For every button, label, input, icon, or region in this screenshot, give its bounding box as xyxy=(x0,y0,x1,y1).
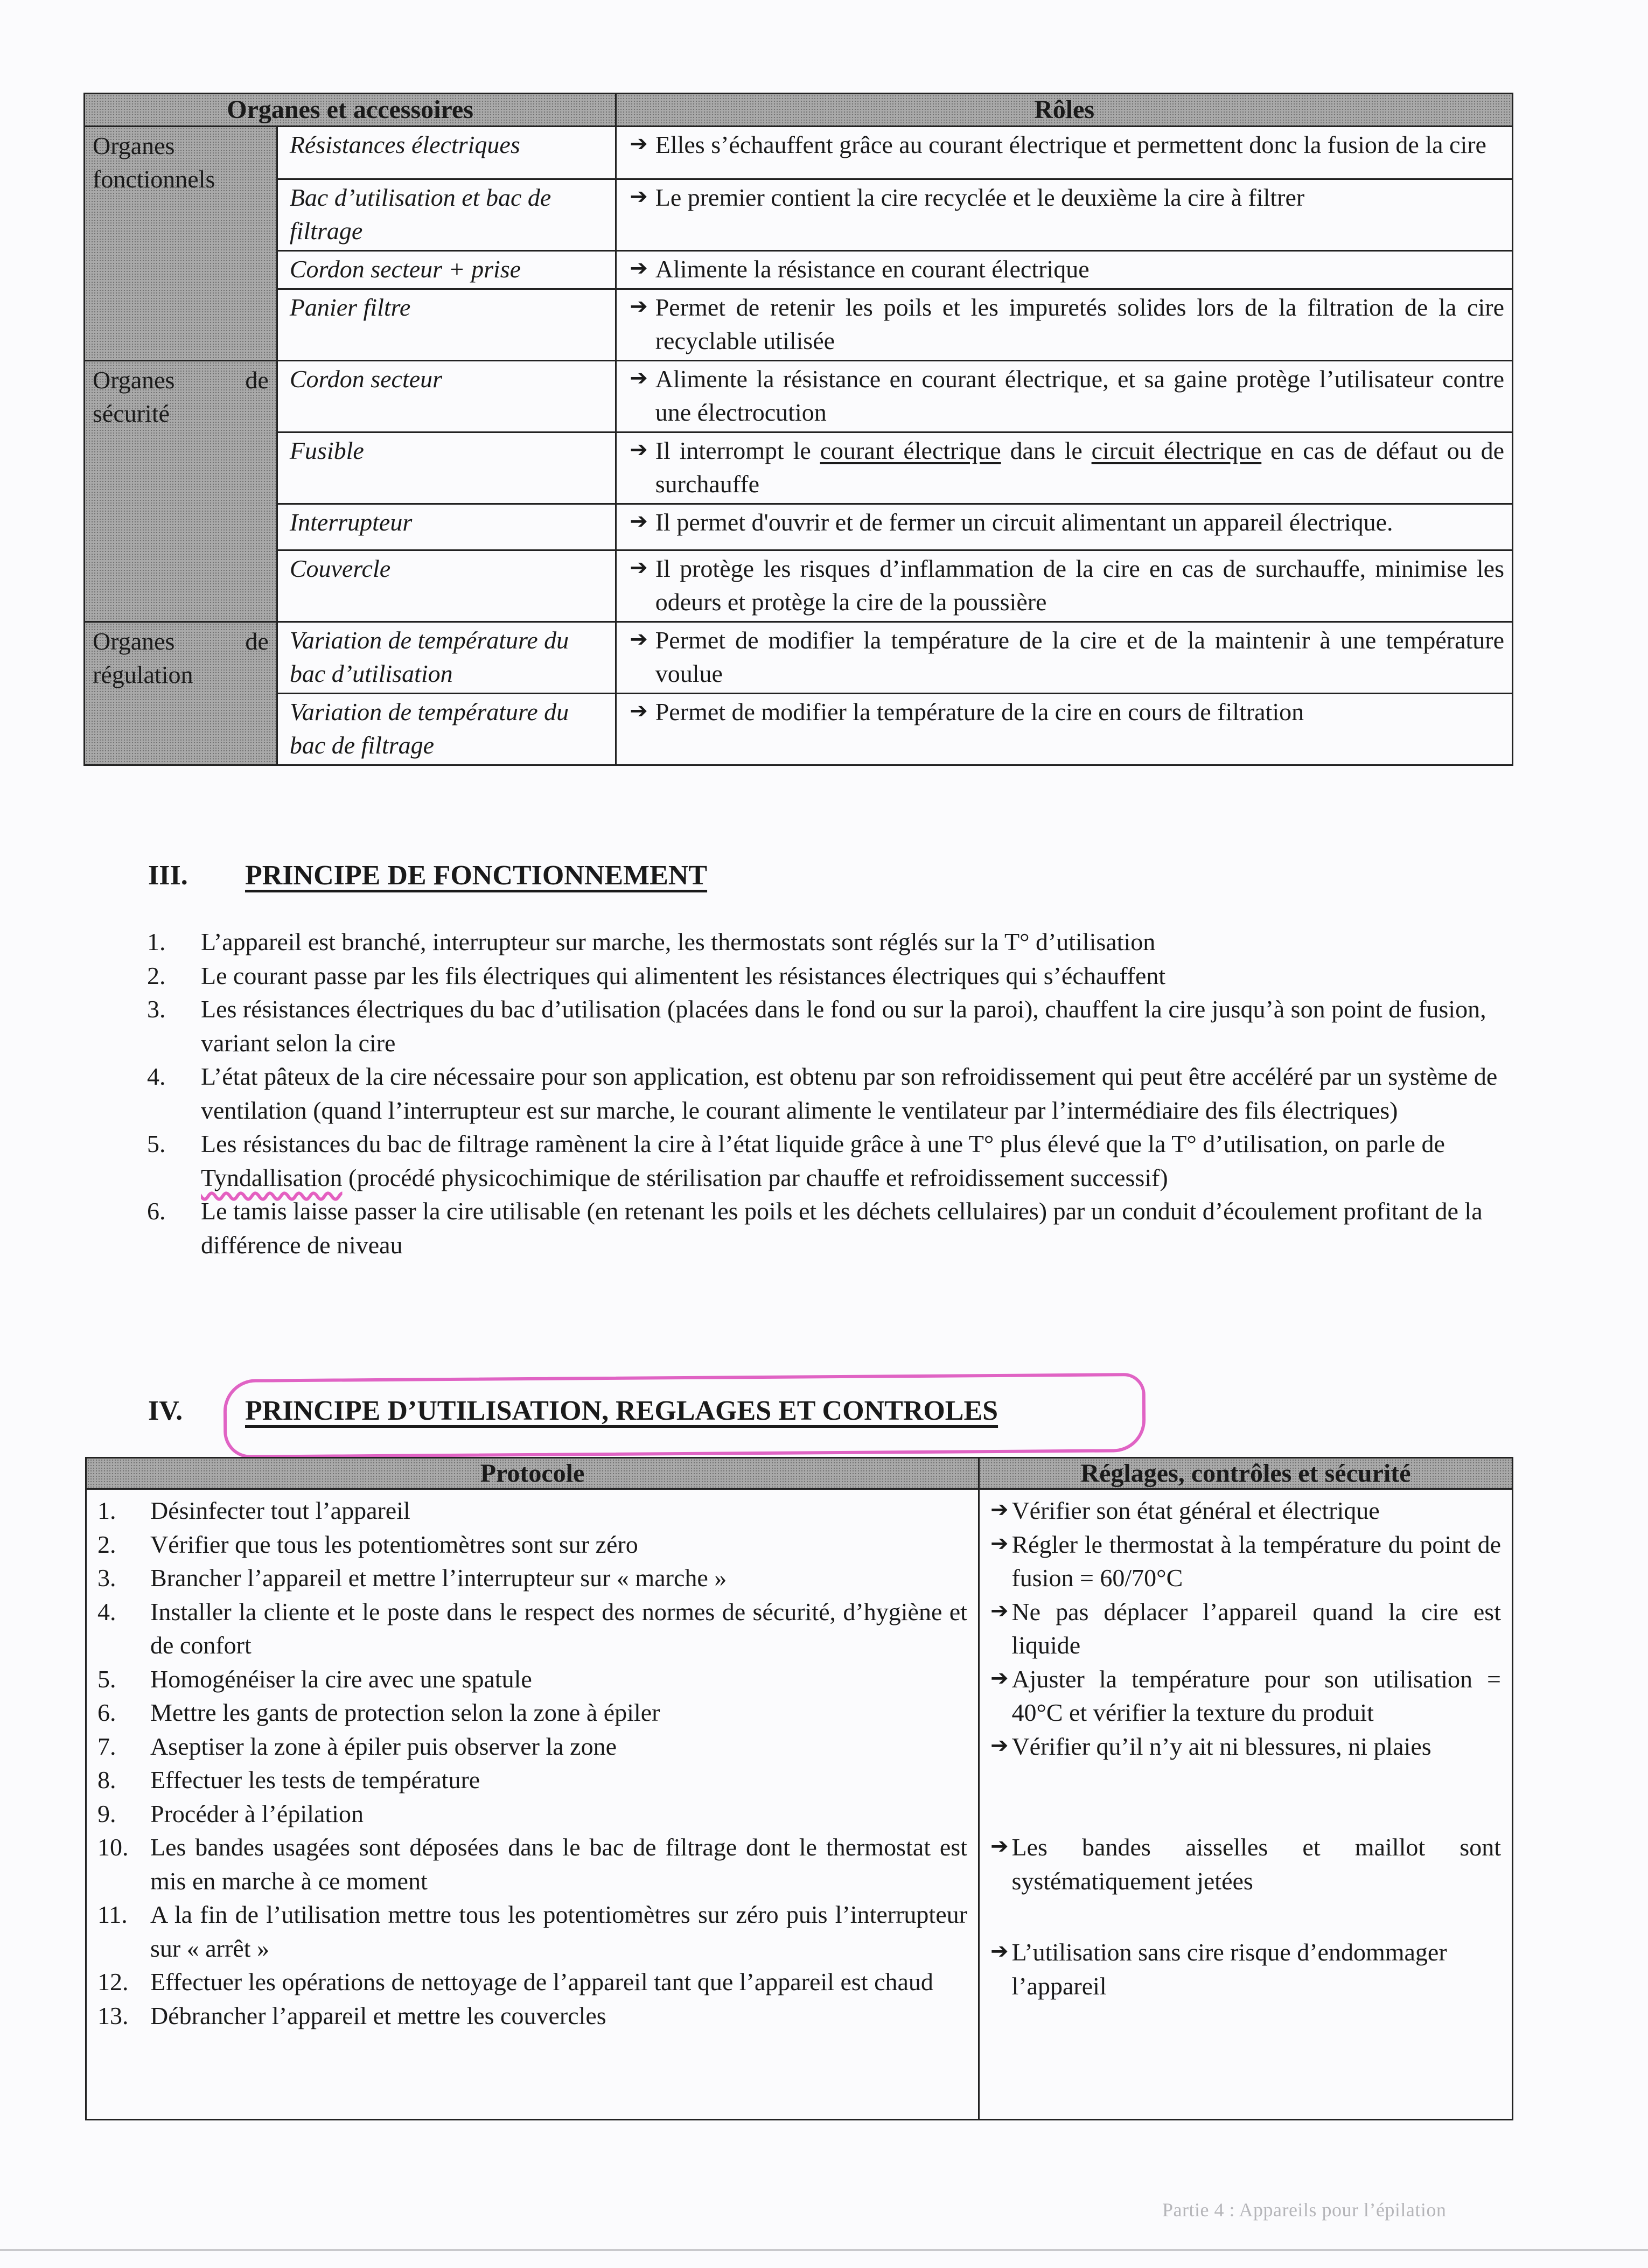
role-cell xyxy=(616,289,1513,361)
control-item xyxy=(990,1494,1501,1528)
role-text: Il protège les risques d’inflammation de la cire en cas de surchauffe, minimise les odeurs et protège la cire de la poussière xyxy=(655,555,1504,616)
step-number: 3. xyxy=(97,1564,116,1592)
role-cell xyxy=(616,361,1513,432)
protocol-step xyxy=(97,1494,967,1528)
category-regulation xyxy=(85,622,277,765)
control-item xyxy=(990,1663,1501,1730)
list-item xyxy=(143,959,1511,993)
item-number: 2. xyxy=(147,961,166,989)
section-title: PRINCIPE D’UTILISATION, REGLAGES ET CONTROLES xyxy=(245,1395,998,1426)
control-item xyxy=(990,1936,1501,2003)
organ-cell: Cordon secteur xyxy=(277,361,616,432)
control-text: Vérifier son état général et électrique xyxy=(1011,1497,1380,1524)
role-text: Il permet d'ouvrir et de fermer un circuit alimentant un appareil électrique. xyxy=(655,508,1393,536)
step-number: 13. xyxy=(97,2001,129,2029)
role-cell xyxy=(616,550,1513,622)
protocol-cell xyxy=(86,1489,979,2120)
item-text: Le courant passe par les fils électriques qui alimentent les résistances électriques qui s’échauffent xyxy=(201,961,1166,989)
header-controls: Réglages, contrôles et sécurité xyxy=(979,1458,1512,1489)
step-text: Brancher l’appareil et mettre l’interrupteur sur « marche » xyxy=(150,1564,727,1592)
list-item xyxy=(143,993,1511,1060)
role-text: Elles s’échauffent grâce au courant électrique et permettent donc la fusion de la cire xyxy=(655,131,1486,158)
text-fragment: Les résistances du bac de filtrage ramènent la cire à l’état liquide grâce à une T° plus élevé que la T° d’utilisation, on parle de xyxy=(201,1130,1445,1157)
protocol-step xyxy=(97,1965,967,1999)
organ-cell: Bac d’utilisation et bac de filtrage xyxy=(277,179,616,251)
step-text: Débrancher l’appareil et mettre les couvercles xyxy=(150,2001,606,2029)
step-number: 5. xyxy=(97,1665,116,1693)
category-line: Organes xyxy=(93,132,175,159)
header-roles: Rôles xyxy=(616,94,1513,127)
organ-cell: Variation de température du bac d’utilisation xyxy=(277,622,616,694)
protocol-step xyxy=(97,1999,967,2033)
control-item xyxy=(990,1831,1501,1898)
arrow-right-icon: ➔ xyxy=(630,294,648,319)
step-number: 6. xyxy=(97,1699,116,1726)
arrow-right-icon: ➔ xyxy=(990,1733,1009,1758)
arrow-right-icon: ➔ xyxy=(630,699,648,723)
protocol-step xyxy=(97,1797,967,1831)
role-cell xyxy=(616,504,1513,550)
control-text: Vérifier qu’il n’y ait ni blessures, ni plaies xyxy=(1011,1732,1431,1760)
role-cell xyxy=(616,251,1513,289)
role-text: Permet de retenir les poils et les impuretés solides lors de la filtration de la cire recyclable utilisée xyxy=(655,294,1504,354)
highlighted-term: Tyndallisation xyxy=(201,1163,343,1191)
role-text xyxy=(655,434,1504,501)
text-fragment: dans le xyxy=(1001,437,1092,464)
protocol-step xyxy=(97,1561,967,1595)
page-bottom-divider xyxy=(0,2249,1648,2251)
step-text: Vérifier que tous les potentiomètres sont sur zéro xyxy=(150,1530,638,1558)
operation-principle-list xyxy=(143,925,1511,1262)
control-text: L’utilisation sans cire risque d’endommager l’appareil xyxy=(1011,1938,1447,2000)
arrow-right-icon: ➔ xyxy=(990,1497,1009,1522)
step-number: 1. xyxy=(97,1497,116,1524)
step-number: 7. xyxy=(97,1732,116,1760)
item-number: 6. xyxy=(147,1197,166,1225)
item-text: L’appareil est branché, interrupteur sur marche, les thermostats sont réglés sur la T° d’utilisation xyxy=(201,928,1156,955)
step-text: Effectuer les tests de température xyxy=(150,1766,480,1794)
step-number: 9. xyxy=(97,1799,116,1827)
protocol-table xyxy=(85,1457,1513,2120)
list-item xyxy=(143,1195,1511,1262)
role-cell xyxy=(616,432,1513,504)
step-number: 11. xyxy=(97,1901,128,1928)
item-number: 5. xyxy=(147,1130,166,1157)
category-line: régulation xyxy=(93,661,193,688)
arrow-right-icon: ➔ xyxy=(990,1834,1009,1859)
protocol-list xyxy=(97,1494,967,2033)
role-text: Permet de modifier la température de la cire et de la maintenir à une température voulue xyxy=(655,626,1504,687)
arrow-right-icon: ➔ xyxy=(990,1665,1009,1691)
text-fragment: (procédé physicochimique de stérilisation par chauffe et refroidissement successif) xyxy=(342,1163,1168,1191)
step-text: Installer la cliente et le poste dans le respect des normes de sécurité, d’hygiène et de confort xyxy=(150,1597,967,1659)
category-line: Organes de xyxy=(93,366,269,394)
control-text: Régler le thermostat à la température du point de fusion = 60/70°C xyxy=(1011,1530,1501,1592)
step-number: 8. xyxy=(97,1766,116,1794)
arrow-right-icon: ➔ xyxy=(990,1598,1009,1623)
step-text: Mettre les gants de protection selon la zone à épiler xyxy=(150,1699,660,1726)
organ-cell: Cordon secteur + prise xyxy=(277,251,616,289)
controls-cell xyxy=(979,1489,1512,2120)
arrow-right-icon: ➔ xyxy=(630,555,648,580)
protocol-step xyxy=(97,1663,967,1697)
text-fragment: Il interrompt le xyxy=(655,437,820,464)
header-protocol: Protocole xyxy=(86,1458,979,1489)
category-line: sécurité xyxy=(93,400,170,427)
step-text: Homogénéiser la cire avec une spatule xyxy=(150,1665,532,1693)
step-text: Aseptiser la zone à épiler puis observer la zone xyxy=(150,1732,617,1760)
item-number: 4. xyxy=(147,1063,166,1090)
header-organs: Organes et accessoires xyxy=(85,94,616,127)
role-text: Permet de modifier la température de la cire en cours de filtration xyxy=(655,698,1304,725)
section-title: PRINCIPE DE FONCTIONNEMENT xyxy=(245,860,708,891)
section-number: IV. xyxy=(148,1395,183,1426)
category-line: Organes de xyxy=(93,627,269,655)
section-heading-3 xyxy=(148,860,707,892)
role-text: Le premier contient la cire recyclée et le deuxième la cire à filtrer xyxy=(655,184,1305,211)
protocol-step xyxy=(97,1898,967,1965)
control-item xyxy=(990,1730,1501,1764)
arrow-right-icon: ➔ xyxy=(630,184,648,209)
protocol-step xyxy=(97,1730,967,1764)
category-line: fonctionnels xyxy=(93,165,215,193)
role-cell xyxy=(616,127,1513,179)
arrow-right-icon: ➔ xyxy=(630,437,648,462)
item-number: 3. xyxy=(147,995,166,1023)
organ-cell: Couvercle xyxy=(277,550,616,622)
control-text: Les bandes aisselles et maillot sont systématiquement jetées xyxy=(1011,1833,1501,1895)
role-cell xyxy=(616,694,1513,765)
item-text: Le tamis laisse passer la cire utilisable (en retenant les poils et les déchets cellulaires) par un conduit d’écoulement profitant de la différence de niveau xyxy=(201,1197,1483,1259)
list-item xyxy=(143,1127,1511,1195)
list-item xyxy=(143,1060,1511,1127)
role-text: Alimente la résistance en courant électrique xyxy=(655,255,1090,283)
organ-cell: Résistances électriques xyxy=(277,127,616,179)
item-text xyxy=(201,1127,1511,1195)
protocol-step xyxy=(97,1831,967,1898)
underlined-term: courant électrique xyxy=(820,437,1001,464)
protocol-step xyxy=(97,1595,967,1663)
control-item xyxy=(990,1595,1501,1663)
protocol-step xyxy=(97,1763,967,1797)
organ-cell: Fusible xyxy=(277,432,616,504)
item-number: 1. xyxy=(147,928,166,955)
section-heading-4 xyxy=(148,1395,998,1427)
step-text: Procéder à l’épilation xyxy=(150,1799,364,1827)
item-text: Les résistances électriques du bac d’utilisation (placées dans le fond ou sur la paroi), chauffent la cire jusqu’à son point de fusion, variant selon la cire xyxy=(201,995,1486,1057)
organ-cell: Variation de température du bac de filtrage xyxy=(277,694,616,765)
underlined-term: circuit électrique xyxy=(1091,437,1262,464)
list-item xyxy=(143,925,1511,959)
category-safety xyxy=(85,361,277,622)
organ-cell: Interrupteur xyxy=(277,504,616,550)
step-number: 12. xyxy=(97,1968,129,1995)
step-text: A la fin de l’utilisation mettre tous les potentiomètres sur zéro puis l’interrupteur sur « arrêt » xyxy=(150,1901,967,1962)
control-text: Ne pas déplacer l’appareil quand la cire est liquide xyxy=(1011,1597,1501,1659)
step-number: 4. xyxy=(97,1597,116,1625)
control-text: Ajuster la température pour son utilisation = 40°C et vérifier la texture du produit xyxy=(1011,1665,1501,1726)
control-item xyxy=(990,1528,1501,1595)
arrow-right-icon: ➔ xyxy=(990,1531,1009,1556)
arrow-right-icon: ➔ xyxy=(990,1939,1009,1964)
arrow-right-icon: ➔ xyxy=(630,256,648,281)
role-cell xyxy=(616,622,1513,694)
arrow-right-icon: ➔ xyxy=(630,627,648,652)
section-number: III. xyxy=(148,860,188,891)
text-fragment: en cas de défaut ou de surchauffe xyxy=(655,437,1504,498)
protocol-step xyxy=(97,1696,967,1730)
step-number: 10. xyxy=(97,1833,129,1861)
organ-cell: Panier filtre xyxy=(277,289,616,361)
role-cell xyxy=(616,179,1513,251)
page-footer: Partie 4 : Appareils pour l’épilation xyxy=(1162,2199,1447,2221)
step-text: Désinfecter tout l’appareil xyxy=(150,1497,410,1524)
protocol-step xyxy=(97,1528,967,1562)
step-text: Les bandes usagées sont déposées dans le bac de filtrage dont le thermostat est mis en marche à ce moment xyxy=(150,1833,967,1895)
item-text: L’état pâteux de la cire nécessaire pour son application, est obtenu par son refroidissement qui peut être accéléré par un système de ventilation (quand l’interrupteur est sur marche, le courant alimente le ventilateur par l’intermédiaire des fils électriques) xyxy=(201,1063,1498,1124)
arrow-right-icon: ➔ xyxy=(630,366,648,390)
arrow-right-icon: ➔ xyxy=(630,131,648,156)
step-text: Effectuer les opérations de nettoyage de l’appareil tant que l’appareil est chaud xyxy=(150,1968,933,1995)
organs-roles-table xyxy=(83,93,1513,766)
step-number: 2. xyxy=(97,1530,116,1558)
role-text: Alimente la résistance en courant électrique, et sa gaine protège l’utilisateur contre une électrocution xyxy=(655,365,1504,426)
arrow-right-icon: ➔ xyxy=(630,509,648,534)
category-functional xyxy=(85,127,277,361)
